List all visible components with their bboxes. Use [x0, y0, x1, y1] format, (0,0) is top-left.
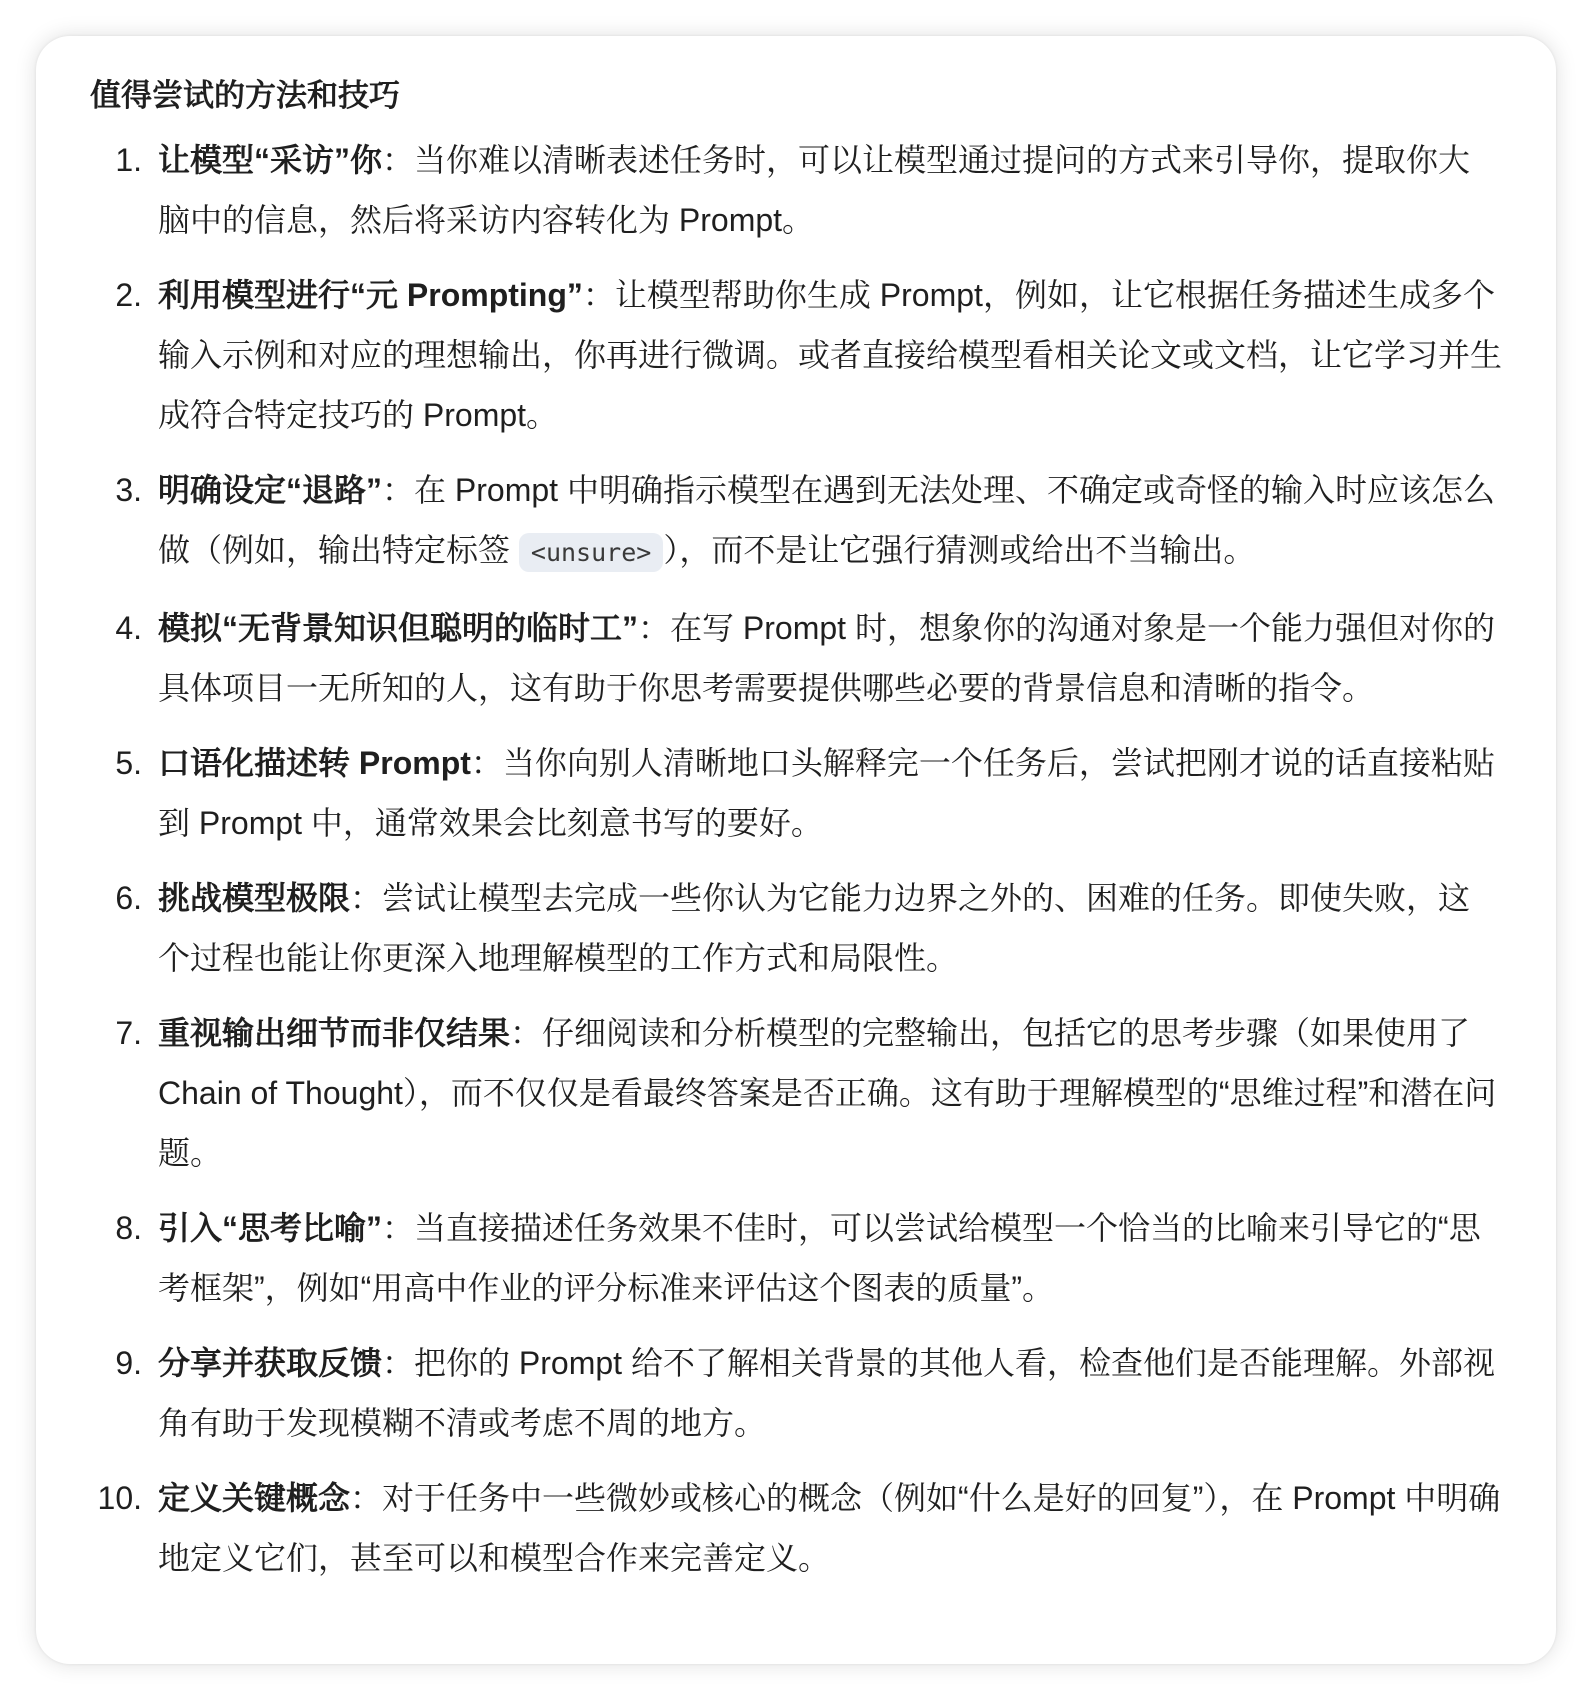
- item-text: 在写 Prompt 时，想象你的沟通对象是一个能力强但对你的具体项目一无所知的人，这有助于你思考需要提供哪些必要的背景信息和清晰的指令。: [158, 610, 1495, 706]
- item-colon: ：: [382, 142, 415, 178]
- item-title: 定义关键概念: [158, 1480, 351, 1516]
- item-title: 让模型“采访”你: [158, 142, 383, 178]
- item-title: 利用模型进行“元 Prompting”: [158, 277, 583, 313]
- item-colon: ：: [638, 610, 671, 646]
- item-text: 当直接描述任务效果不佳时，可以尝试给模型一个恰当的比喻来引导它的“思考框架”，例如“用高中作业的评分标准来评估这个图表的质量”。: [158, 1210, 1481, 1306]
- item-number: 4.: [115, 610, 142, 646]
- item-text-continued: ），而不是让它强行猜测或给出不当输出。: [663, 532, 1256, 568]
- item-number: 7.: [115, 1015, 142, 1051]
- list-item: [90, 460, 1502, 583]
- item-colon: ：: [350, 880, 383, 916]
- item-number: 1.: [115, 142, 142, 178]
- list-item: [90, 1003, 1502, 1183]
- item-title: 重视输出细节而非仅结果: [158, 1015, 511, 1051]
- list-item: [90, 1198, 1502, 1318]
- item-number: 10.: [97, 1480, 142, 1516]
- tips-list: [90, 130, 1502, 1588]
- section-heading: 值得尝试的方法和技巧: [90, 78, 400, 113]
- list-item: [90, 868, 1502, 988]
- item-colon: ：: [350, 1480, 383, 1516]
- inline-code-unsure: <unsure>: [519, 533, 663, 572]
- list-item: [90, 265, 1502, 445]
- item-number: 3.: [115, 472, 142, 508]
- item-text: 把你的 Prompt 给不了解相关背景的其他人看，检查他们是否能理解。外部视角有助于发现模糊不清或考虑不周的地方。: [158, 1345, 1495, 1441]
- item-number: 8.: [115, 1210, 142, 1246]
- list-item: [90, 598, 1502, 718]
- item-text: 在 Prompt 中明确指示模型在遇到无法处理、不确定或奇怪的输入时应该怎么做（例如，输出特定标签: [158, 472, 1495, 568]
- content-card: [36, 36, 1556, 1664]
- item-text: 对于任务中一些微妙或核心的概念（例如“什么是好的回复”），在 Prompt 中明确地定义它们，甚至可以和模型合作来完善定义。: [158, 1480, 1501, 1576]
- item-text: 当你难以清晰表述任务时，可以让模型通过提问的方式来引导你，提取你大脑中的信息，然后将采访内容转化为 Prompt。: [158, 142, 1471, 238]
- item-colon: ：: [382, 1210, 415, 1246]
- item-title: 分享并获取反馈: [158, 1345, 383, 1381]
- item-title: 挑战模型极限: [158, 880, 351, 916]
- item-colon: ：: [382, 472, 415, 508]
- list-item: [90, 1333, 1502, 1453]
- item-text: 尝试让模型去完成一些你认为它能力边界之外的、困难的任务。即使失败，这个过程也能让你更深入地理解模型的工作方式和局限性。: [158, 880, 1471, 976]
- item-number: 6.: [115, 880, 142, 916]
- item-number: 9.: [115, 1345, 142, 1381]
- item-title: 口语化描述转 Prompt: [158, 745, 471, 781]
- item-text: 仔细阅读和分析模型的完整输出，包括它的思考步骤（如果使用了 Chain of Thought），而不仅仅是看最终答案是否正确。这有助于理解模型的“思维过程”和潜在问题。: [158, 1015, 1497, 1171]
- item-colon: ：: [470, 745, 503, 781]
- list-item: [90, 733, 1502, 853]
- item-colon: ：: [582, 277, 615, 313]
- item-title: 引入“思考比喻”: [158, 1210, 383, 1246]
- item-colon: ：: [382, 1345, 415, 1381]
- item-number: 5.: [115, 745, 142, 781]
- item-number: 2.: [115, 277, 142, 313]
- item-text: 当你向别人清晰地口头解释完一个任务后，尝试把刚才说的话直接粘贴到 Prompt 中，通常效果会比刻意书写的要好。: [158, 745, 1495, 841]
- item-title: 明确设定“退路”: [158, 472, 383, 508]
- list-item: [90, 1468, 1502, 1588]
- list-item: [90, 130, 1502, 250]
- item-text: 让模型帮助你生成 Prompt，例如，让它根据任务描述生成多个输入示例和对应的理想输出，你再进行微调。或者直接给模型看相关论文或文档，让它学习并生成符合特定技巧的 Prompt。: [158, 277, 1503, 433]
- item-colon: ：: [510, 1015, 543, 1051]
- item-title: 模拟“无背景知识但聪明的临时工”: [158, 610, 639, 646]
